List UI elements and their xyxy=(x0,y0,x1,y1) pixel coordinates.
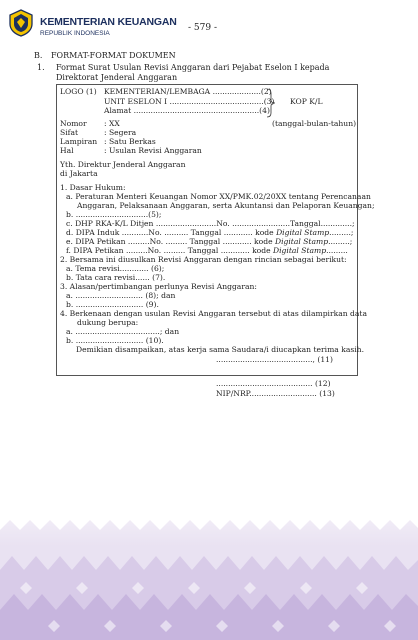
signature-name: ........................................ (12) xyxy=(216,379,331,388)
point-2-heading: 2. Bersama ini diusulkan Revisi Anggaran dengan rincian sebagai berikut: xyxy=(60,255,347,264)
page-number: - 579 - xyxy=(188,23,217,33)
nomor-label: Nomor xyxy=(60,119,87,128)
letter-kop: KOP K/L xyxy=(290,97,323,106)
point-1f-text: f. DIPA Petikan .........No. ......... Tanggal ............ kode xyxy=(66,246,274,255)
letter-logo-placeholder: LOGO (1) xyxy=(60,87,97,96)
point-3-heading: 3. Alasan/pertimbangan perlunya Revisi Anggaran: xyxy=(60,282,257,291)
point-1d-stamp: Digital Stamp xyxy=(276,228,330,237)
point-3b: b. ............................ (9). xyxy=(66,300,159,309)
closing-sentence: Demikian disampaikan, atas kerja sama Saudara/i diucapkan terima kasih. xyxy=(76,345,364,354)
point-2a: a. Tema revisi............ (6); xyxy=(66,264,165,273)
item-number: 1. xyxy=(37,63,45,72)
hal-value: : Usulan Revisi Anggaran xyxy=(104,146,202,155)
sifat-label: Sifat xyxy=(60,128,79,137)
letter-unit-line: UNIT ESELON I .......................................(3) xyxy=(104,97,275,106)
ministry-logo-icon xyxy=(8,9,34,37)
section-label: B. xyxy=(34,51,43,60)
point-1e xyxy=(66,238,352,246)
section-title: FORMAT-FORMAT DOKUMEN xyxy=(50,51,176,60)
point-1d-text: d. DIPA Induk ...........No. .......... Tanggal ............ kode xyxy=(66,228,277,237)
point-1d-end: .........; xyxy=(329,228,354,237)
point-1e-text: e. DIPA Petikan .........No. ......... Tanggal ............ kode xyxy=(66,237,275,246)
signature-nip: NIP/NRP............................ (13) xyxy=(216,389,335,398)
item-title-line1: Format Surat Usulan Revisi Anggaran dari Pejabat Eselon I kepada xyxy=(56,63,330,72)
signature-place-date: ........................................, (11) xyxy=(216,355,333,364)
point-1e-end: .........; xyxy=(328,237,353,246)
page-header xyxy=(0,0,418,44)
lampiran-label: Lampiran xyxy=(60,137,98,146)
point-4a: a. ...................................; dan xyxy=(66,327,180,336)
decorative-background-pattern xyxy=(0,470,418,640)
point-4b: b. ............................ (10). xyxy=(66,336,164,345)
letter-alamat-line: Alamat ....................................................(4) xyxy=(104,106,270,115)
point-1d xyxy=(66,229,353,237)
addressee-line2: di Jakarta xyxy=(60,169,98,178)
nomor-value: : XX xyxy=(104,119,120,128)
point-1a-line2: Anggaran, Pelaksanaan Anggaran, serta Akuntansi dan Pelaporan Keuangan; xyxy=(77,201,375,210)
ministry-name: KEMENTERIAN KEUANGAN xyxy=(40,16,177,28)
point-4-line2: dukung berupa: xyxy=(77,318,139,327)
letter-date: (tanggal-bulan-tahun) xyxy=(272,119,357,128)
point-1f-end: ......... xyxy=(326,246,348,255)
addressee-line1: Yth. Direktur Jenderal Anggaran xyxy=(60,160,186,169)
point-1a-line1: a. Peraturan Menteri Keuangan Nomor XX/PMK.02/20XX tentang Perencanaan xyxy=(66,192,371,201)
letter-kl-line: KEMENTERIAN/LEMBAGA ....................(2) xyxy=(104,87,272,96)
sifat-value: : Segera xyxy=(104,128,137,137)
point-1e-stamp: Digital Stamp xyxy=(274,237,329,246)
point-1-heading: 1. Dasar Hukum: xyxy=(60,183,126,192)
section-heading xyxy=(34,51,176,60)
point-1c: c. DHP RKA-K/L Ditjen .........................No. ........................Tanggal.............; xyxy=(66,219,355,228)
point-1f xyxy=(66,247,348,255)
point-3a: a. ............................ (8); dan xyxy=(66,291,176,300)
point-1f-stamp: Digital Stamp xyxy=(273,246,327,255)
point-2b: b. Tata cara revisi...... (7). xyxy=(66,273,166,282)
lampiran-value: : Satu Berkas xyxy=(104,137,156,146)
point-1b: b. ..............................(5); xyxy=(66,210,162,219)
ministry-subtitle: REPUBLIK INDONESIA xyxy=(40,30,110,37)
hal-label: Hal xyxy=(60,146,74,155)
item-title-line2: Direktorat Jenderal Anggaran xyxy=(56,73,178,82)
right-brace-icon xyxy=(266,88,278,118)
point-4-line1: 4. Berkenaan dengan usulan Revisi Anggaran tersebut di atas dilampirkan data xyxy=(60,309,368,318)
